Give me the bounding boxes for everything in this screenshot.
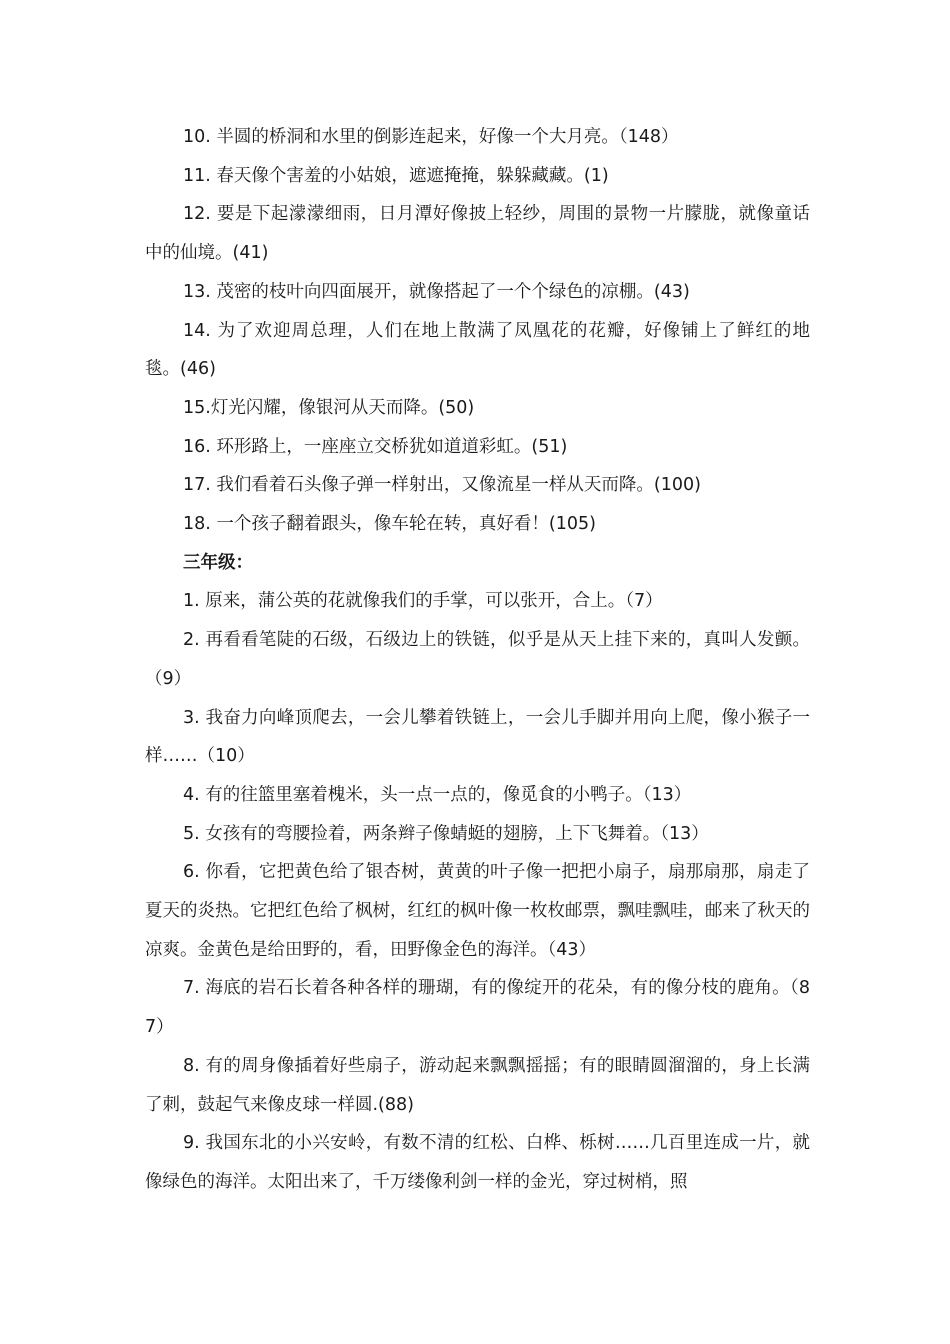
list-item: 4. 有的往篮里塞着槐米，头一点一点的，像觅食的小鸭子。（13） — [183, 784, 692, 805]
list-item: 8. 有的周身像插着好些扇子，游动起来飘飘摇摇；有的眼睛圆溜溜的，身上长满了刺，鼓起气来像皮球一样圆.(88) — [145, 1055, 810, 1115]
list-item: 14. 为了欢迎周总理，人们在地上散满了凤凰花的花瓣，好像铺上了鲜红的地毯。(46) — [145, 320, 810, 380]
list-item: 18. 一个孩子翻着跟头，像车轮在转，真好看！(105) — [183, 514, 596, 535]
list-item: 7. 海底的岩石长着各种各样的珊瑚，有的像绽开的花朵，有的像分枝的鹿角。（87） — [145, 978, 810, 1038]
list-item: 9. 我国东北的小兴安岭，有数不清的红松、白桦、栎树……几百里连成一片，就像绿色的海洋。太阳出来了，千万缕像利剑一样的金光，穿过树梢，照 — [145, 1133, 810, 1192]
document-body — [145, 118, 810, 1202]
list-item: 17. 我们看着石头像子弹一样射出，又像流星一样从天而降。(100) — [183, 475, 701, 496]
list-item: 1. 原来，蒲公英的花就像我们的手掌，可以张开，合上。（7） — [183, 591, 663, 612]
list-item: 13. 茂密的枝叶向四面展开，就像搭起了一个个绿色的凉棚。(43) — [183, 281, 690, 302]
list-item: 12. 要是下起濛濛细雨，日月潭好像披上轻纱，周围的景物一片朦胧，就像童话中的仙境。(41) — [145, 204, 810, 264]
list-item: 10. 半圆的桥洞和水里的倒影连起来，好像一个大月亮。（148） — [183, 127, 679, 147]
list-item: 16. 环形路上，一座座立交桥犹如道道彩虹。(51) — [183, 436, 568, 457]
list-item: 15.灯光闪耀，像银河从天而降。(50) — [183, 397, 475, 418]
list-item: 6. 你看，它把黄色给了银杏树，黄黄的叶子像一把把小扇子，扇那扇那，扇走了夏天的炎热。它把红色给了枫树，红红的枫叶像一枚枚邮票，飘哇飘哇，邮来了秋天的凉爽。金黄色是给田野的，看，田野像金色的海洋。（43） — [145, 862, 810, 960]
list-item: 2. 再看看笔陡的石级，石级边上的铁链，似乎是从天上挂下来的，真叫人发颤。（9） — [145, 630, 810, 689]
section-heading: 三年级： — [183, 552, 253, 573]
list-item: 11. 春天像个害羞的小姑娘，遮遮掩掩，躲躲藏藏。(1) — [183, 165, 609, 186]
list-item: 5. 女孩有的弯腰捡着，两条辫子像蜻蜓的翅膀，上下飞舞着。（13） — [183, 823, 709, 844]
list-item: 3. 我奋力向峰顶爬去，一会儿攀着铁链上，一会儿手脚并用向上爬，像小猴子一样……（10） — [145, 707, 810, 767]
